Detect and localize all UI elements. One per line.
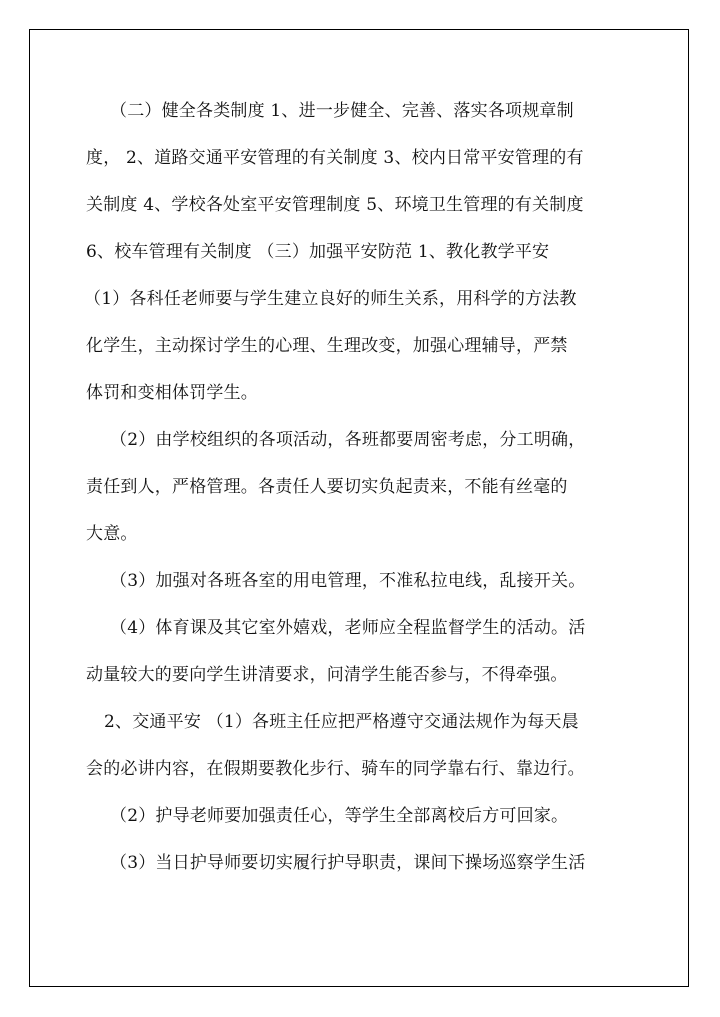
text-line: 体罚和变相体罚学生。 (86, 383, 258, 403)
text-line: （2）护导老师要加强责任心，等学生全部离校后方可回家。 (110, 806, 569, 826)
document-body (86, 92, 634, 891)
text-line: （3）加强对各班各室的用电管理，不准私拉电线，乱接开关。 (110, 571, 586, 591)
text-line: 2、交通平安 （1）各班主任应把严格遵守交通法规作为每天晨 (104, 712, 579, 732)
text-line: （4）体育课及其它室外嬉戏，老师应全程监督学生的活动。活 (110, 618, 586, 638)
text-line: （2）由学校组织的各项活动，各班都要周密考虑，分工明确， (110, 430, 586, 450)
text-line: （二）健全各类制度 1、进一步健全、完善、落实各项规章制 (110, 101, 574, 121)
text-line: （3）当日护导师要切实履行护导职责，课间下操场巡察学生活 (110, 853, 586, 873)
text-line: 动量较大的要向学生讲清要求，问清学生能否参与，不得牵强。 (86, 665, 568, 685)
text-line: （1）各科任老师要与学生建立良好的师生关系，用科学的方法教 (84, 289, 577, 309)
text-line: 关制度 4、学校各处室平安管理制度 5、环境卫生管理的有关制度 (86, 195, 584, 215)
text-line: 6、校车管理有关制度 （三）加强平安防范 1、教化教学平安 (86, 242, 550, 262)
text-line: 责任到人，严格管理。各责任人要切实负起责来，不能有丝毫的 (86, 477, 568, 497)
text-line: 会的必讲内容，在假期要教化步行、骑车的同学靠右行、靠边行。 (86, 759, 585, 779)
text-line: 度， 2、道路交通平安管理的有关制度 3、校内日常平安管理的有 (86, 148, 584, 168)
text-line: 化学生，主动探讨学生的心理、生理改变，加强心理辅导，严禁 (86, 336, 568, 356)
text-line: 大意。 (86, 524, 138, 544)
